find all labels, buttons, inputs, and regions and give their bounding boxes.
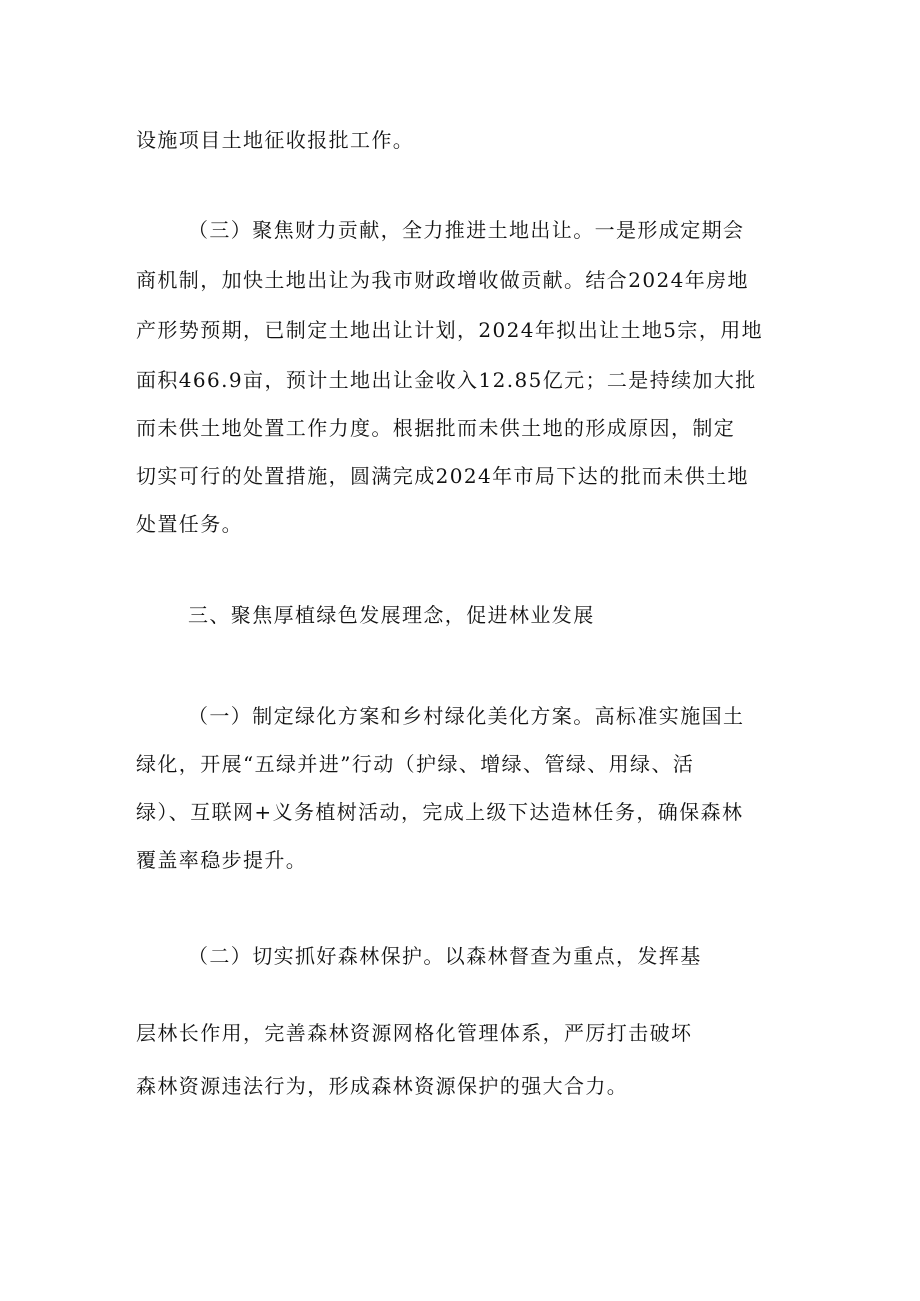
paragraph-line: （二）切实抓好森林保护。以森林督查为重点，发挥基 — [188, 944, 702, 968]
paragraph-line: 层林长作用，完善森林资源网格化管理体系，严厉打击破坏 — [136, 1021, 693, 1045]
paragraph-line: （三）聚焦财力贡献，全力推进土地出让。一是形成定期会 — [188, 218, 745, 242]
paragraph-line: 设施项目土地征收报批工作。 — [136, 128, 415, 152]
paragraph-line: 产形势预期，已制定土地出让计划，2024年拟出让土地5宗，用地 — [136, 318, 764, 342]
section-heading: 三、聚焦厚植绿色发展理念，促进林业发展 — [188, 603, 595, 627]
paragraph-line: 而未供土地处置工作力度。根据批而未供土地的形成原因，制定 — [136, 416, 736, 440]
paragraph-line: 面积466.9亩，预计土地出让金收入12.85亿元；二是持续加大批 — [136, 368, 757, 392]
paragraph-line: 绿化，开展“五绿并进”行动（护绿、增绿、管绿、用绿、活 — [136, 752, 695, 776]
paragraph-line: 切实可行的处置措施，圆满完成2024年市局下达的批而未供土地 — [136, 464, 749, 488]
paragraph-line: 处置任务。 — [136, 512, 243, 536]
paragraph-line: 绿）、互联网+义务植树活动，完成上级下达造林任务，确保森林 — [136, 800, 744, 824]
paragraph-line: （一）制定绿化方案和乡村绿化美化方案。高标准实施国土 — [188, 704, 745, 728]
paragraph-line: 覆盖率稳步提升。 — [136, 848, 308, 872]
paragraph-line: 森林资源违法行为，形成森林资源保护的强大合力。 — [136, 1074, 629, 1098]
paragraph-line: 商机制，加快土地出让为我市财政增收做贡献。结合2024年房地 — [136, 268, 749, 292]
